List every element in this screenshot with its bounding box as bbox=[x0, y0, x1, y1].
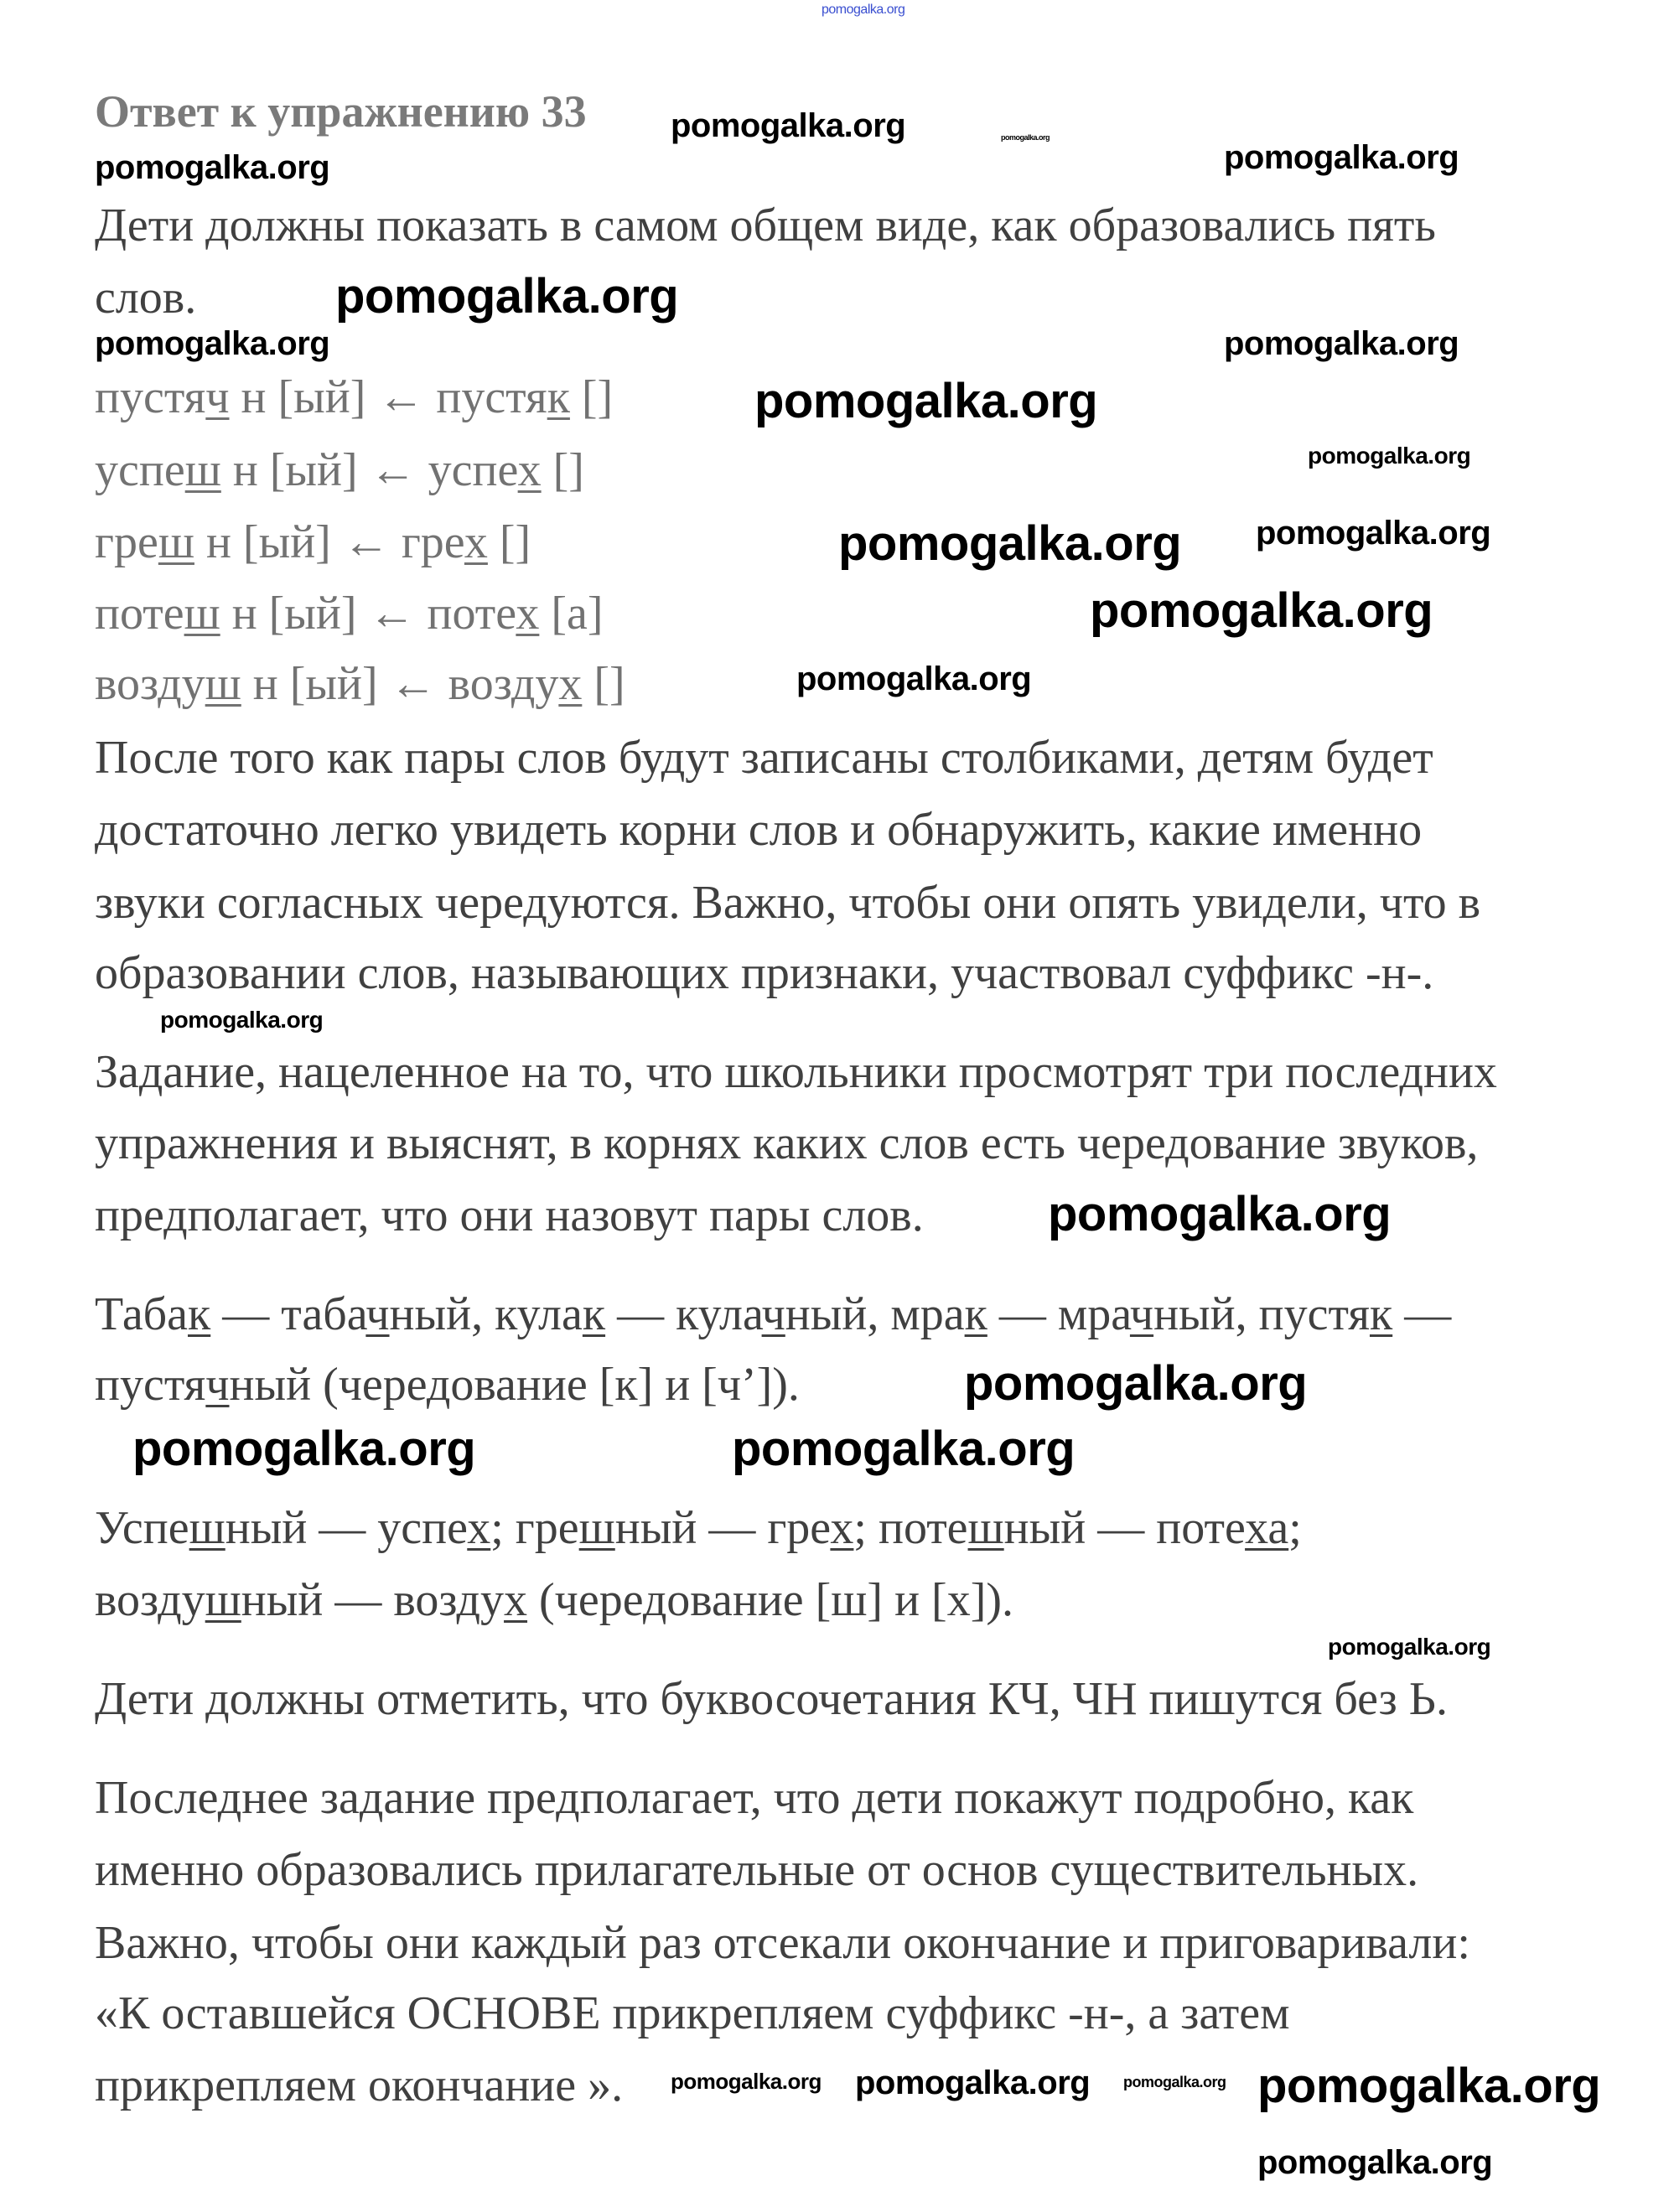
text-segment: Задание, нацеленное на то, что школьники просмотрят три последних bbox=[95, 1046, 1497, 1098]
word-derivation-line bbox=[95, 657, 625, 711]
text-segment: ; гре bbox=[490, 1502, 579, 1554]
text-line bbox=[95, 1358, 800, 1412]
underlined-letter: ч bbox=[1129, 1288, 1154, 1340]
text-segment: — мра bbox=[987, 1288, 1130, 1340]
watermark: pomogalka.org bbox=[1257, 2059, 1601, 2113]
text-segment: [а] bbox=[539, 588, 604, 640]
watermark: pomogalka.org bbox=[1090, 583, 1433, 638]
underlined-letter: х bbox=[504, 1574, 528, 1626]
underlined-letter: ха bbox=[1245, 1502, 1289, 1554]
watermark: pomogalka.org bbox=[1123, 2074, 1226, 2090]
word-derivation-line bbox=[95, 443, 584, 497]
text-segment: [] bbox=[487, 516, 531, 568]
watermark: pomogalka.org bbox=[838, 516, 1182, 571]
underlined-letter: х bbox=[830, 1502, 854, 1554]
text-segment: ный (чередование [к] и [ч’]). bbox=[229, 1359, 800, 1411]
text-line bbox=[95, 876, 1480, 930]
underlined-letter: ш bbox=[205, 658, 241, 710]
text-segment: Дети должны показать в самом общем виде, как образовались пять bbox=[95, 199, 1436, 251]
watermark: pomogalka.org bbox=[95, 149, 330, 186]
text-line bbox=[95, 1116, 1478, 1170]
watermark: pomogalka.org bbox=[671, 2069, 822, 2094]
text-segment: н [ый] ← гре bbox=[194, 516, 464, 568]
text-segment: н [ый] ← поте bbox=[220, 588, 516, 640]
text-segment: [] bbox=[582, 658, 625, 710]
text-segment: ный — возду bbox=[241, 1574, 505, 1626]
watermark: pomogalka.org bbox=[796, 660, 1032, 697]
watermark: pomogalka.org bbox=[964, 1356, 1308, 1411]
text-segment: поте bbox=[95, 588, 184, 640]
watermark: pomogalka.org bbox=[732, 1422, 1076, 1476]
underlined-letter: х bbox=[467, 1502, 491, 1554]
text-line bbox=[95, 1501, 1302, 1555]
watermark: pomogalka.org bbox=[754, 374, 1098, 428]
watermark: pomogalka.org bbox=[855, 2064, 1091, 2101]
text-segment: ный — поте bbox=[1003, 1502, 1246, 1554]
text-segment: (чередование [ш] и [х]). bbox=[527, 1574, 1013, 1626]
text-segment: Успе bbox=[95, 1502, 189, 1554]
text-segment: — кула bbox=[605, 1288, 762, 1340]
text-segment: Дети должны отметить, что буквосочетания КЧ, ЧН пишутся без Ь. bbox=[95, 1673, 1448, 1725]
text-segment: Последнее задание предполагает, что дети покажут подробно, как bbox=[95, 1772, 1414, 1824]
text-segment: — таба bbox=[210, 1288, 366, 1340]
text-segment: образовании слов, называющих признаки, участвовал суффикс -н-. bbox=[95, 947, 1434, 999]
underlined-letter: ш bbox=[184, 588, 220, 640]
text-segment: успе bbox=[95, 444, 185, 496]
text-segment: Таба bbox=[95, 1288, 189, 1340]
underlined-letter: ш bbox=[578, 1502, 615, 1554]
underlined-letter: ш bbox=[184, 444, 221, 496]
text-line bbox=[95, 803, 1422, 857]
text-line bbox=[95, 946, 1433, 1000]
text-segment: ный, кула bbox=[389, 1288, 583, 1340]
watermark: pomogalka.org bbox=[1328, 1634, 1491, 1660]
text-segment: упражнения и выяснят, в корнях каких слов есть чередование звуков, bbox=[95, 1117, 1479, 1169]
text-segment: ; поте bbox=[853, 1502, 968, 1554]
text-segment: После того как пары слов будут записаны столбиками, детям будет bbox=[95, 732, 1433, 784]
text-segment: ный, мра bbox=[785, 1288, 965, 1340]
text-segment: возду bbox=[95, 658, 205, 710]
text-segment: достаточно легко увидеть корни слов и обнаружить, какие именно bbox=[95, 804, 1423, 856]
underlined-letter: ш bbox=[158, 516, 194, 568]
watermark: pomogalka.org bbox=[1256, 515, 1491, 552]
page-title: Ответ к упражнению 33 bbox=[95, 86, 587, 137]
word-derivation-line bbox=[95, 587, 604, 640]
underlined-letter: х bbox=[517, 444, 542, 496]
text-segment: [] bbox=[569, 371, 614, 423]
text-segment: именно образовались прилагательные от основ существительных. bbox=[95, 1844, 1419, 1896]
underlined-letter: к bbox=[188, 1288, 211, 1340]
text-line bbox=[95, 1189, 924, 1242]
text-segment: — bbox=[1392, 1288, 1452, 1340]
text-line bbox=[95, 1045, 1497, 1099]
text-line bbox=[95, 1287, 1451, 1341]
underlined-letter: к bbox=[582, 1288, 606, 1340]
underlined-letter: ш bbox=[189, 1502, 225, 1554]
watermark: pomogalka.org bbox=[1224, 325, 1459, 362]
text-segment: ; bbox=[1288, 1502, 1302, 1554]
word-derivation-line bbox=[95, 515, 531, 569]
watermark: pomogalka.org bbox=[1257, 2144, 1493, 2181]
text-segment: предполагает, что они назовут пары слов. bbox=[95, 1189, 924, 1241]
text-segment: [] bbox=[541, 444, 584, 496]
underlined-letter: ч bbox=[205, 1359, 230, 1411]
word-derivation-line bbox=[95, 370, 613, 424]
text-line bbox=[95, 1573, 1013, 1627]
text-line bbox=[95, 1672, 1448, 1726]
watermark: pomogalka.org bbox=[822, 3, 905, 17]
text-line bbox=[95, 2059, 623, 2112]
text-segment: прикрепляем окончание ». bbox=[95, 2059, 624, 2111]
text-segment: звуки согласных чередуются. Важно, чтобы они опять увидели, что в bbox=[95, 877, 1481, 929]
underlined-letter: х bbox=[516, 588, 540, 640]
text-line bbox=[95, 1916, 1470, 1970]
underlined-letter: ч bbox=[365, 1288, 390, 1340]
text-segment: н [ый] ← возду bbox=[241, 658, 559, 710]
text-segment: н [ый] ← пустя bbox=[229, 371, 547, 423]
watermark: pomogalka.org bbox=[1308, 443, 1471, 469]
watermark: pomogalka.org bbox=[1048, 1187, 1392, 1241]
text-line bbox=[95, 1843, 1418, 1897]
text-segment: возду bbox=[95, 1574, 205, 1626]
text-segment: ный — гре bbox=[614, 1502, 831, 1554]
text-line bbox=[95, 1771, 1413, 1825]
watermark: pomogalka.org bbox=[671, 107, 906, 144]
watermark: pomogalka.org bbox=[132, 1422, 476, 1476]
underlined-letter: ч bbox=[761, 1288, 785, 1340]
underlined-letter: к bbox=[964, 1288, 987, 1340]
text-segment: ный — успе bbox=[225, 1502, 468, 1554]
text-segment: пустя bbox=[95, 371, 206, 423]
watermark: pomogalka.org bbox=[1001, 133, 1050, 142]
underlined-letter: ч bbox=[205, 371, 230, 423]
watermark: pomogalka.org bbox=[335, 269, 679, 324]
underlined-letter: ш bbox=[205, 1574, 241, 1626]
text-line bbox=[95, 731, 1433, 785]
text-segment: Важно, чтобы они каждый раз отсекали окончание и приговаривали: bbox=[95, 1917, 1470, 1969]
watermark: pomogalka.org bbox=[160, 1007, 324, 1033]
watermark: pomogalka.org bbox=[95, 325, 330, 362]
text-segment: гре bbox=[95, 516, 158, 568]
underlined-letter: ш bbox=[967, 1502, 1004, 1554]
text-segment: н [ый] ← успе bbox=[220, 444, 518, 496]
underlined-letter: к bbox=[547, 371, 570, 423]
text-line bbox=[95, 199, 1436, 252]
underlined-letter: х bbox=[558, 658, 583, 710]
text-segment: ный, пустя bbox=[1153, 1288, 1370, 1340]
text-segment: «К оставшейся ОСНОВЕ прикрепляем суффикс -н-, а затем bbox=[95, 1987, 1290, 2039]
text-line bbox=[95, 271, 196, 324]
text-segment: слов. bbox=[95, 272, 197, 324]
watermark: pomogalka.org bbox=[1224, 139, 1459, 176]
underlined-letter: х bbox=[464, 516, 488, 568]
underlined-letter: к bbox=[1369, 1288, 1393, 1340]
text-line bbox=[95, 1987, 1290, 2040]
text-segment: пустя bbox=[95, 1359, 206, 1411]
